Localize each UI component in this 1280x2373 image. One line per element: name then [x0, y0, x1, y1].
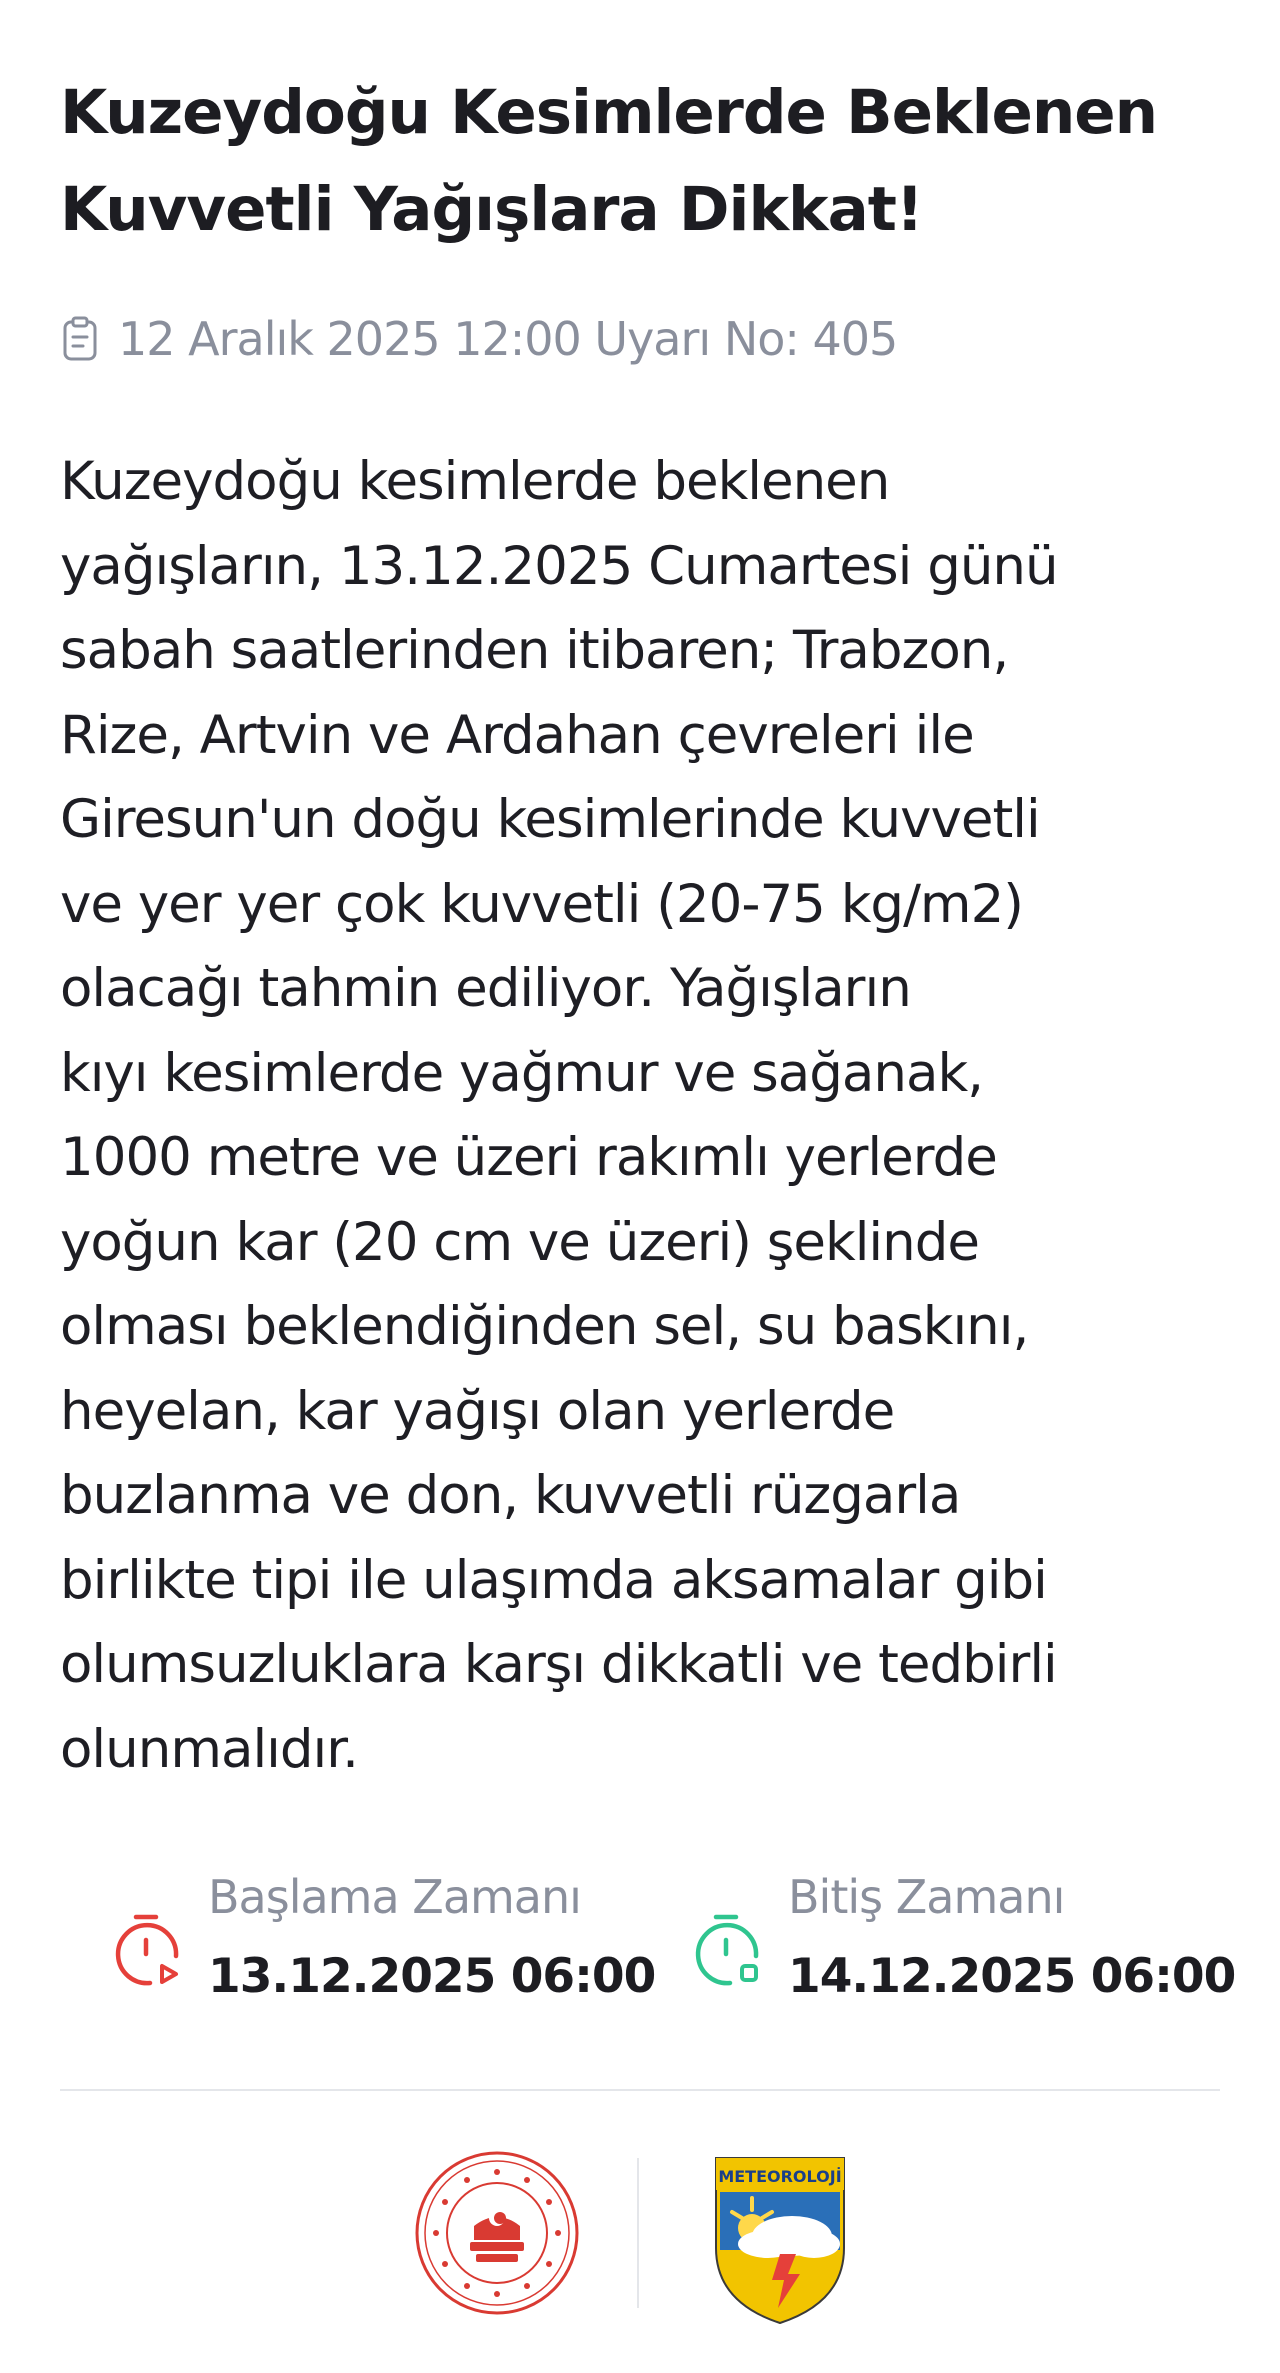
alert-meta-text: 12 Aralık 2025 12:00 Uyarı No: 405: [118, 312, 898, 366]
end-time-label: Bitiş Zamanı: [788, 1870, 1065, 1924]
start-time-text: [208, 1860, 655, 2014]
end-time-value: 14.12.2025 06:00: [788, 1949, 1236, 2004]
end-time-text: [788, 1860, 1235, 2014]
alert-times: [0, 1860, 1280, 2030]
meteoroloji-logo: [710, 2152, 850, 2332]
start-time-value: 13.12.2025 06:00: [208, 1949, 656, 2004]
footer-divider: [60, 2089, 1220, 2091]
end-time-block: [690, 1860, 1235, 2014]
logo-separator: [637, 2158, 639, 2308]
alert-title: Kuzeydoğu Kesimlerde Beklenen Kuvvetli Yağışlara Dikkat!: [60, 77, 1158, 245]
ministry-seal-logo: [412, 2148, 582, 2323]
timer-stop-icon: [690, 1912, 766, 1993]
clipboard-icon: [62, 316, 98, 362]
alert-meta: [62, 304, 897, 374]
timer-start-icon: [110, 1912, 186, 1993]
alert-body: Kuzeydoğu kesimlerde beklenen yağışların, 13.12.2025 Cumartesi günü sabah saatlerinden itibaren; Trabzon, Rize, Artvin ve Ardahan çevreleri ile Giresun'un doğu kesimlerinde kuvvetli ve yer yer çok kuvvetli (20-75 kg/m2) olacağı tahmin ediliyor. Yağışların kıyı kesimlerde yağmur ve sağanak, 1000 metre ve üzeri rakımlı yerlerde yoğun kar (20 cm ve üzeri) şeklinde olması beklendiğinden sel, su baskını, heyelan, kar yağışı olan yerlerde buzlanma ve don, kuvvetli rüzgarla birlikte tipi ile ulaşımda aksamalar gibi olumsuzluklara karşı dikkatli ve tedbirli olunmalıdır.: [60, 451, 1058, 1780]
footer-logos: [0, 2140, 1280, 2340]
start-time-label: Başlama Zamanı: [208, 1870, 581, 1924]
svg-text:METEOROLOJİ: METEOROLOJİ: [718, 2167, 842, 2186]
start-time-block: [110, 1860, 655, 2014]
